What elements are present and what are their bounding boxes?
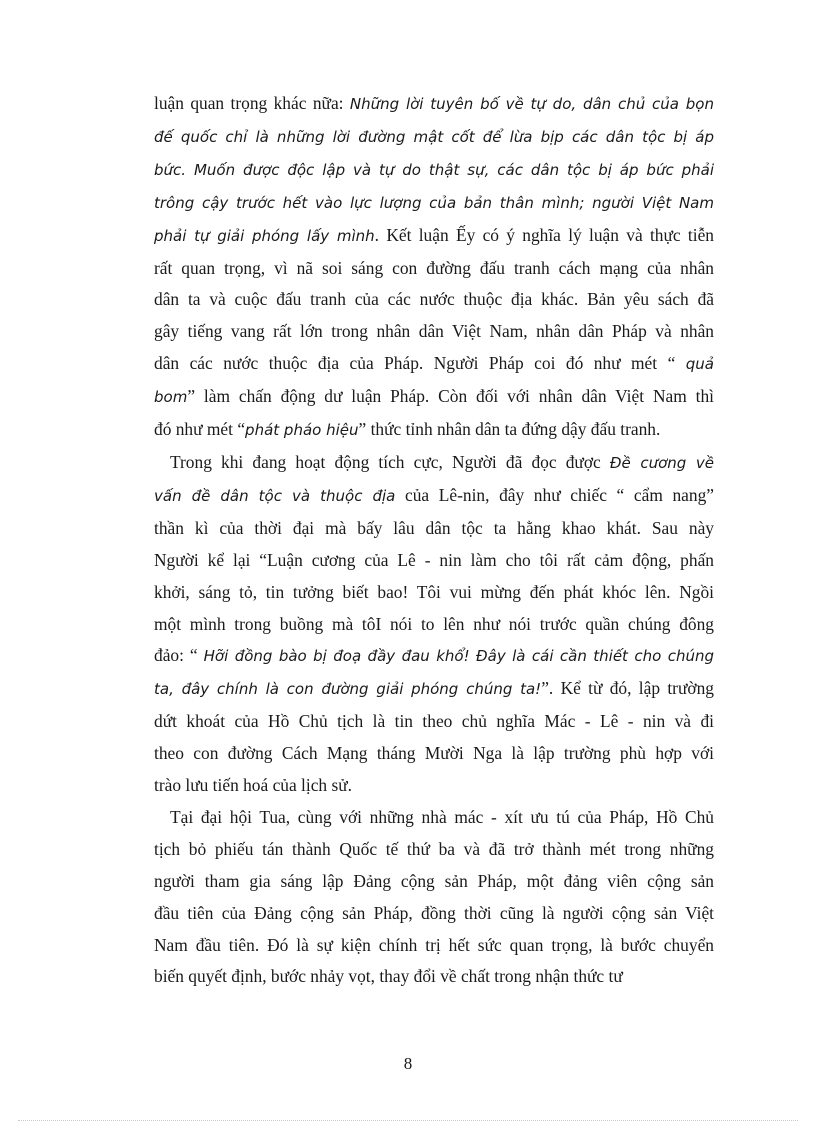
text-segment: rất quan trọng, vì nã soi sáng con đường đấu tranh cách mạng của nhân bbox=[154, 257, 714, 278]
text-segment: . Kết luận Ếy có ý nghĩa lý luận và thực tiễn bbox=[374, 224, 714, 245]
text-segment: Tại đại hội Tua, cùng với những nhà mác - xít ưu tú của Pháp, Hồ Chủ bbox=[170, 806, 714, 827]
text-line bbox=[154, 898, 714, 930]
text-line bbox=[154, 961, 714, 993]
document-body bbox=[154, 88, 714, 993]
text-line bbox=[154, 316, 714, 348]
italic-text: bom bbox=[154, 388, 188, 407]
text-line bbox=[154, 802, 714, 834]
text-line bbox=[154, 706, 714, 738]
text-segment: người tham gia sáng lập Đảng cộng sản Pháp, một đảng viên cộng sản bbox=[154, 870, 714, 891]
text-segment: trào lưu tiến hoá của lịch sử. bbox=[154, 775, 353, 796]
text-segment: đó như mét “ bbox=[154, 419, 246, 440]
text-segment: Trong khi đang hoạt động tích cực, Người đã đọc được bbox=[170, 451, 610, 472]
text-line bbox=[154, 447, 714, 480]
text-line bbox=[154, 545, 714, 577]
text-segment: gây tiếng vang rất lớn trong nhân dân Việt Nam, nhân dân Pháp và nhân bbox=[154, 321, 714, 342]
italic-text: phải tự giải phóng lấy mình bbox=[154, 226, 375, 245]
text-line bbox=[154, 738, 714, 770]
text-segment: ” làm chấn động dư luận Pháp. Còn đối với nhân dân Việt Nam thì bbox=[187, 386, 714, 407]
text-segment: dân các nước thuộc địa của Pháp. Người Pháp coi đó như mét “ bbox=[154, 353, 686, 374]
text-segment: của Lê-nin, đây như chiếc “ cẩm nang” bbox=[395, 484, 714, 505]
text-line bbox=[154, 154, 714, 187]
text-line bbox=[154, 381, 714, 414]
italic-text: đế quốc chỉ là những lời đường mật cốt để lừa bịp các dân tộc bị áp bbox=[154, 127, 714, 146]
text-segment: ” thức tỉnh nhân dân ta đứng dậy đấu tranh. bbox=[358, 419, 661, 440]
text-line bbox=[154, 513, 714, 545]
text-segment: khởi, sáng tỏ, tin tưởng biết bao! Tôi vui mừng đến phát khóc lên. Ngồi bbox=[154, 581, 714, 602]
footer-divider bbox=[18, 1120, 798, 1121]
text-line bbox=[154, 640, 714, 673]
italic-text: phát pháo hiệu bbox=[245, 421, 359, 440]
text-line bbox=[154, 866, 714, 898]
text-line bbox=[154, 284, 714, 316]
text-segment: thần kì của thời đại mà bấy lâu dân tộc ta hằng khao khát. Sau này bbox=[154, 517, 714, 538]
text-line bbox=[154, 348, 714, 381]
text-line bbox=[154, 414, 714, 447]
text-line bbox=[154, 88, 714, 121]
text-line bbox=[154, 577, 714, 609]
italic-text: quả bbox=[685, 355, 714, 374]
text-line bbox=[154, 770, 714, 802]
italic-text: Đề cương về bbox=[609, 453, 714, 472]
page-number: 8 bbox=[403, 1054, 413, 1073]
text-line bbox=[154, 480, 714, 513]
text-line bbox=[154, 930, 714, 962]
text-segment: luận quan trọng khác nữa: bbox=[154, 93, 350, 113]
text-line bbox=[154, 253, 714, 285]
text-line bbox=[154, 834, 714, 866]
italic-text: trông cậy trước hết vào lực lượng của bản thân mình; người Việt Nam bbox=[154, 193, 714, 212]
text-segment: biến quyết định, bước nhảy vọt, thay đổi về chất trong nhận thức tư bbox=[154, 966, 623, 987]
text-segment: đảo: “ bbox=[154, 645, 204, 666]
text-line bbox=[154, 220, 714, 253]
text-segment: ”. Kể từ đó, lập trường bbox=[541, 678, 714, 699]
text-line bbox=[154, 121, 714, 154]
text-segment: dân ta và cuộc đấu tranh của các nước thuộc địa khác. Bản yêu sách đã bbox=[154, 289, 714, 310]
text-segment: đầu tiên của Đảng cộng sản Pháp, đồng thời cũng là người cộng sản Việt bbox=[154, 902, 714, 923]
text-segment: Người kể lại “Luận cương của Lê - nin làm cho tôi rất cảm động, phấn bbox=[154, 549, 714, 570]
text-segment: Nam đầu tiên. Đó là sự kiện chính trị hết sức quan trọng, là bước chuyển bbox=[154, 934, 714, 955]
italic-text: ta, đây chính là con đường giải phóng chúng ta! bbox=[154, 680, 542, 699]
text-line bbox=[154, 187, 714, 220]
text-line bbox=[154, 673, 714, 706]
italic-text: bức. Muốn được độc lập và tự do thật sự, các dân tộc bị áp bức phải bbox=[154, 160, 714, 179]
text-segment: theo con đường Cách Mạng tháng Mười Nga là lập trường phù hợp với bbox=[154, 743, 714, 764]
italic-text: Những lời tuyên bố về tự do, dân chủ của bọn bbox=[349, 95, 714, 113]
italic-text: vấn đề dân tộc và thuộc địa bbox=[154, 486, 396, 505]
text-segment: một mình trong buồng mà tôI nói to lên như nói trước quần chúng đông bbox=[154, 613, 714, 634]
italic-text: Hỡi đồng bào bị đoạ đầy đau khổ! Đây là cái cần thiết cho chúng bbox=[203, 647, 714, 666]
text-segment: dứt khoát của Hồ Chủ tịch là tin theo chủ nghĩa Mác - Lê - nin và đi bbox=[154, 711, 714, 732]
text-line bbox=[154, 609, 714, 641]
text-segment: tịch bỏ phiếu tán thành Quốc tế thứ ba và đã trở thành mét trong những bbox=[154, 838, 714, 859]
